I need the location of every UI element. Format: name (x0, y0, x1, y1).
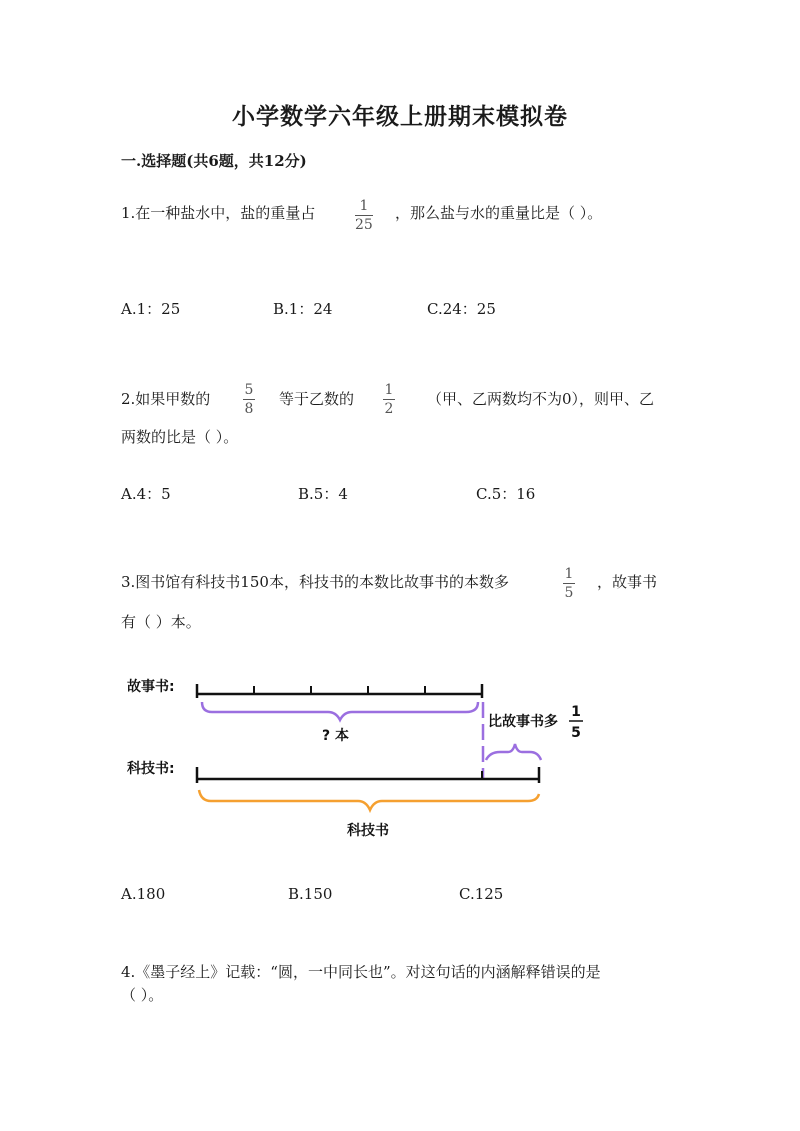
q3-text-post: ，故事书 (597, 573, 658, 591)
q1-text-post: ，那么盐与水的重量比是（ ）。 (395, 204, 603, 222)
q2-text-pre: 2.如果甲数的 (121, 390, 211, 408)
tech-brace (199, 790, 539, 810)
q4-text-line2: （ ）。 (121, 986, 164, 1004)
q3-text-line2: 有（ ）本。 (121, 613, 201, 631)
q2-frac2-den: 2 (384, 401, 394, 417)
q3-line-diagram (110, 660, 610, 850)
q2-option-c[interactable]: C.5：16 (476, 485, 536, 503)
story-book-label: 故事书: (127, 679, 175, 695)
page-title: 小学数学六年级上册期末模拟卷 (232, 103, 568, 130)
q1-fraction (355, 198, 373, 233)
more-than-label: 比故事书多 (488, 714, 558, 730)
q3-frac-den: 5 (564, 585, 574, 601)
q1-frac-num: 1 (359, 198, 369, 214)
q1-text-pre: 1.在一种盐水中，盐的重量占 (121, 204, 316, 222)
q2-option-b[interactable]: B.5：4 (298, 485, 348, 503)
q2-fraction-1 (243, 382, 255, 417)
q3-option-a[interactable]: A.180 (121, 885, 166, 903)
extension-brace (486, 744, 541, 760)
unknown-count-label: ? 本 (322, 728, 349, 744)
q2-text-mid: 等于乙数的 (279, 390, 355, 408)
tech-total-label: 科技书 (347, 823, 389, 839)
q1-option-c[interactable]: C.24：25 (427, 300, 496, 318)
q2-frac1-num: 5 (244, 382, 254, 398)
q3-option-c[interactable]: C.125 (459, 885, 504, 903)
q3-frac-num: 1 (564, 566, 574, 582)
q2-fraction-2 (383, 382, 395, 417)
q2-frac1-den: 8 (244, 401, 254, 417)
story-brace (202, 702, 478, 720)
q4-text-line1: 4.《墨子经上》记载：“圆，一中同长也”。对这句话的内涵解释错误的是 (121, 963, 601, 981)
q3-fraction (563, 566, 575, 601)
q3-option-b[interactable]: B.150 (288, 885, 333, 903)
q1-frac-den: 25 (355, 217, 373, 233)
q1-option-a[interactable]: A.1：25 (121, 300, 181, 318)
q3-text-pre: 3.图书馆有科技书150本，科技书的本数比故事书的本数多 (121, 573, 509, 591)
q2-option-a[interactable]: A.4：5 (121, 485, 171, 503)
more-frac-den: 5 (571, 725, 581, 741)
q2-text-post: （甲、乙两数均不为0），则甲、乙 (427, 390, 655, 408)
q1-option-b[interactable]: B.1：24 (273, 300, 333, 318)
q2-text-line2: 两数的比是（ ）。 (121, 428, 239, 446)
more-frac-num: 1 (571, 704, 581, 720)
q2-frac2-num: 1 (384, 382, 394, 398)
tech-book-label: 科技书: (127, 761, 175, 777)
section-heading: 一.选择题(共6题，共12分) (121, 152, 307, 170)
